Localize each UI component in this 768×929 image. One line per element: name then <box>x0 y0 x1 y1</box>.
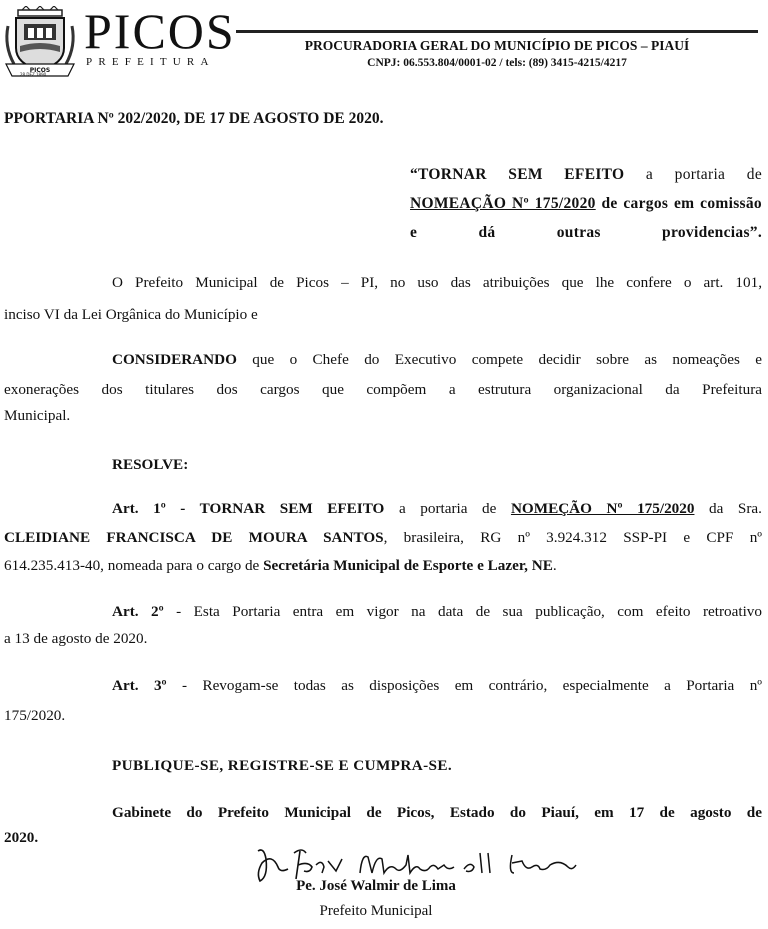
gabinete-line-2: 2020. <box>4 829 39 846</box>
art2-line-1 <box>112 599 762 624</box>
ementa-reference: NOMEAÇÃO Nº 175/2020 <box>410 195 596 212</box>
considerando-line-3: Municipal. <box>4 407 71 424</box>
header-office: PROCURADORIA GERAL DO MUNICÍPIO DE PICOS – PIAUÍ <box>304 38 690 53</box>
art1-role: Secretária Municipal de Esporte e Lazer, NE <box>263 557 553 574</box>
publique-line: PUBLIQUE-SE, REGISTRE-SE E CUMPRA-SE. <box>112 757 453 774</box>
document-title: PPORTARIA Nº 202/2020, DE 17 DE AGOSTO DE 2020. <box>4 110 384 127</box>
brand-subtitle: PREFEITURA <box>86 56 215 68</box>
art3-line-1 <box>112 673 762 698</box>
header-cnpj: CNPJ: 06.553.804/0001-02 / tels: (89) 3415-4215/4217 <box>367 57 627 69</box>
art3-text-1: - Revogam-se todas as disposições em contrário, especialmente a Portaria nº <box>166 677 763 694</box>
art2-line-2: a 13 de agosto de 2020. <box>4 630 148 647</box>
art3-line-2: 175/2020. <box>4 707 66 724</box>
crest-ribbon-text: PICOS <box>29 67 51 74</box>
art1-text-a: a portaria de <box>384 500 511 517</box>
gabinete-line-1: Gabinete do Prefeito Municipal de Picos, Estado do Piauí, em 17 de agosto de <box>112 804 762 821</box>
art1-line-1 <box>112 496 762 521</box>
signer-name: Pe. José Walmir de Lima <box>296 878 456 894</box>
considerando-keyword: CONSIDERANDO <box>112 351 237 368</box>
art1-line-2 <box>4 525 762 550</box>
ementa <box>410 160 762 247</box>
considerando-line-2: exonerações dos titulares dos cargos que compõem a estrutura organizacional da Prefeitura <box>4 381 762 398</box>
art1-label: Art. 1º - TORNAR SEM EFEITO <box>112 500 385 517</box>
art2-text-1: - Esta Portaria entra em vigor na data de sua publicação, com efeito retroativo <box>163 603 762 620</box>
signer-role: Prefeito Municipal <box>319 903 433 919</box>
municipal-crest-logo <box>2 6 78 78</box>
crest-date-text: 28 DEZ 1890 <box>20 72 47 77</box>
ementa-text-b: de cargos em comissão e dá outras providencias”. <box>410 195 762 241</box>
brand-name: PICOS <box>84 3 236 59</box>
art1-person-name: CLEIDIANE FRANCISCA DE MOURA SANTOS <box>4 529 384 546</box>
preamble-line-1: O Prefeito Municipal de Picos – PI, no uso das atribuições que lhe confere o art. 101, <box>112 274 762 291</box>
art1-line-3 <box>4 553 557 578</box>
art2-label: Art. 2º <box>112 603 164 620</box>
art1-text-e: . <box>552 557 557 574</box>
ementa-lead: “TORNAR SEM EFEITO <box>410 166 625 183</box>
ementa-text-a: a portaria de <box>624 166 762 183</box>
art1-reference: NOMEÇÃO Nº 175/2020 <box>510 500 695 517</box>
art1-text-c: , brasileira, RG nº 3.924.312 SSP-PI e CPF nº <box>383 529 762 546</box>
art1-text-b: da Sra. <box>694 500 762 517</box>
art1-text-d: 614.235.413-40, nomeada para o cargo de <box>4 557 264 574</box>
considerando-line-1 <box>112 347 762 372</box>
considerando-text-1: que o Chefe do Executivo compete decidir sobre as nomeações e <box>236 351 762 368</box>
resolve-heading: RESOLVE: <box>112 456 189 473</box>
preamble-line-2: inciso VI da Lei Orgânica do Município e <box>4 306 258 323</box>
art3-label: Art. 3º <box>112 677 167 694</box>
header-rule <box>236 30 758 33</box>
